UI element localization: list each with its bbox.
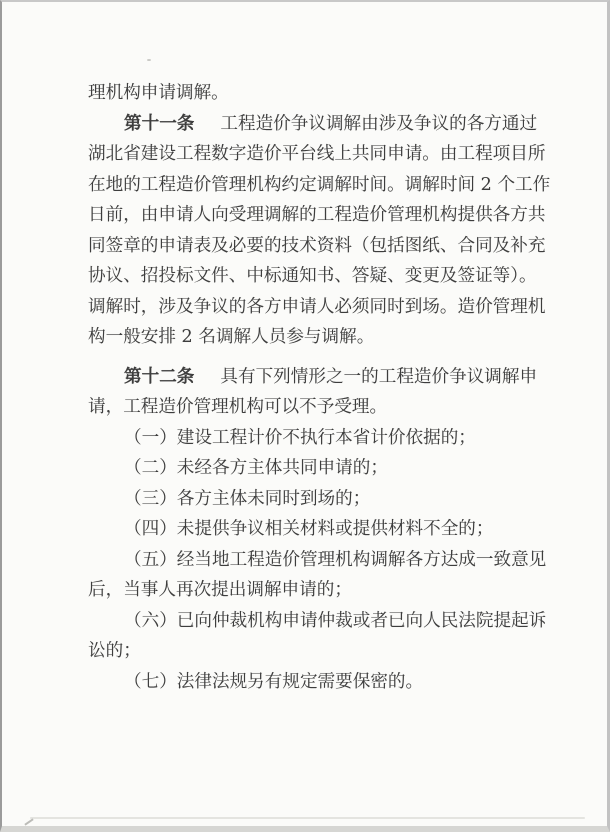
list-item-6: （六）已向仲裁机构申请仲裁或者已向人民法院提起诉讼的； [88, 610, 547, 661]
article-13-paragraph [88, 697, 552, 728]
article-11-paragraph [88, 109, 552, 353]
list-item-7: （七）法律法规另有规定需要保密的。 [124, 671, 424, 692]
scan-artifact-corner-mark [24, 818, 33, 825]
article-11-text: 工程造价争议调解由涉及争议的各方通过湖北省建设工程数字造价平台线上共同申请。由工程项目所在地的工程造价管理机构约定调解时间。调解时间 2 个工作日前，由申请人向受理调解的工程造价管理机构提供各方共同签章的申请表及必要的技术资料（包括图纸、合同及补充协议、招投标文件、中标通知书、答疑、变更及签证等）。调解时，涉及争议的各方申请人必须同时到场。造价管理机构一般安排 2 名调解人员参与调解。 [88, 113, 551, 347]
article-12-text: 具有下列情形之一的工程造价争议调解申请，工程造价管理机构可以不予受理。 [88, 366, 538, 417]
article-12-paragraph [88, 362, 552, 423]
article-12-number: 第十二条 [124, 365, 195, 387]
list-item-5: （五）经当地工程造价管理机构调解各方达成一致意见后，当事人再次提出调解申请的； [88, 549, 547, 600]
list-item-3: （三）各方主体未同时到场的； [124, 488, 371, 509]
paragraph-continuation: 理机构申请调解。 [88, 83, 229, 103]
document-body [88, 78, 552, 728]
article-11-number: 第十一条 [124, 112, 195, 134]
list-item-4: （四）未提供争议相关材料或提供材料不全的； [124, 519, 494, 539]
list-item-2: （二）未经各方主体共同申请的； [124, 458, 388, 478]
scan-artifact-shadow-line [30, 817, 585, 819]
scan-artifact-speck [147, 59, 151, 61]
list-item-1: （一）建设工程计价不执行本省计价依据的； [124, 427, 476, 448]
